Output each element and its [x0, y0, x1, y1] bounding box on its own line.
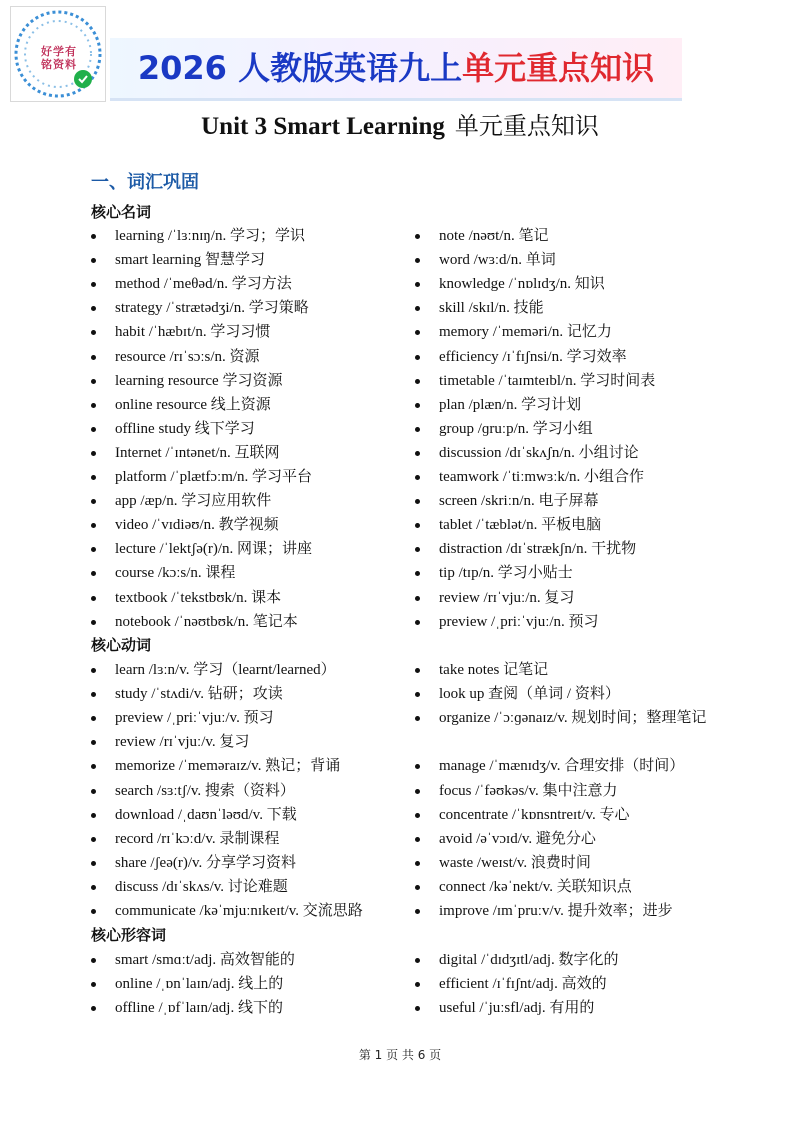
- item-text: useful /ˈjuːsfl/adj. 有用的: [439, 1000, 595, 1017]
- bullet-icon: [415, 958, 420, 963]
- bullet-icon: [415, 379, 420, 384]
- item-text: preview /ˌpriːˈvjuː/n. 预习: [439, 613, 599, 630]
- bullet-icon: [415, 451, 420, 456]
- bullet-icon: [415, 234, 420, 239]
- item-text: communicate /kəˈmjuːnɪkeɪt/v. 交流思路: [115, 903, 363, 919]
- bullet-icon: [415, 547, 420, 552]
- bullet-icon: [415, 330, 420, 335]
- item-text: method /ˈmeθəd/n. 学习方法: [115, 276, 292, 293]
- banner-part1: 2026 人教版: [137, 49, 335, 87]
- item-text: improve /ɪmˈpruːv/v. 提升效率；进步: [439, 903, 673, 919]
- bullet-icon: [91, 837, 96, 842]
- item-text: teamwork /ˈtiːmwɜːk/n. 小组合作: [439, 469, 645, 485]
- bullet-icon: [91, 258, 96, 263]
- item-text: platform /ˈplætfɔːm/n. 学习平台: [115, 469, 313, 485]
- document-title: [0, 108, 800, 145]
- item-text: concentrate /ˈkɒnsntreɪt/v. 专心: [439, 806, 630, 823]
- item-text: plan /plæn/n. 学习计划: [439, 396, 582, 413]
- item-text: avoid /əˈvɔɪd/v. 避免分心: [439, 830, 596, 847]
- item-text: learning /ˈlɜːnɪŋ/n. 学习；学识: [115, 228, 305, 244]
- item-text: online resource 线上资源: [115, 396, 271, 413]
- item-text: manage /ˈmænɪdʒ/v. 合理安排（时间）: [439, 758, 685, 775]
- item-text: learn /lɜːn/v. 学习（learnt/learned）: [115, 662, 336, 678]
- nouns-heading: 核心名词: [91, 203, 152, 221]
- bullet-icon: [91, 306, 96, 311]
- bullet-icon: [91, 764, 96, 769]
- bullet-icon: [415, 813, 420, 818]
- bullet-icon: [415, 764, 420, 769]
- item-text: take notes 记笔记: [439, 662, 549, 678]
- item-text: memory /ˈmeməri/n. 记忆力: [439, 324, 612, 341]
- bullet-icon: [91, 523, 96, 528]
- bullet-icon: [91, 499, 96, 504]
- bullet-icon: [415, 620, 420, 625]
- item-text: course /kɔːs/n. 课程: [115, 565, 236, 582]
- item-text: connect /kəˈnekt/v. 关联知识点: [439, 878, 632, 895]
- bullet-icon: [415, 355, 420, 360]
- bullet-icon: [91, 716, 96, 721]
- item-text: share /ʃeə(r)/v. 分享学习资料: [115, 854, 297, 871]
- item-text: distraction /dɪˈstrækʃn/n. 干扰物: [439, 541, 637, 558]
- logo-text: 好学有铭资料: [41, 45, 77, 71]
- item-text: offline study 线下学习: [115, 420, 255, 437]
- item-text: focus /ˈfəʊkəs/v. 集中注意力: [439, 782, 618, 799]
- verbs-heading: 核心动词: [91, 636, 152, 654]
- item-text: preview /ˌpriːˈvjuː/v. 预习: [115, 710, 274, 727]
- bullet-icon: [91, 982, 96, 987]
- item-text: digital /ˈdɪdʒɪtl/adj. 数字化的: [439, 952, 619, 968]
- bullet-icon: [415, 982, 420, 987]
- item-text: textbook /ˈtekstbʊk/n. 课本: [115, 589, 282, 606]
- item-text: screen /skriːn/n. 电子屏幕: [439, 493, 599, 510]
- item-text: notebook /ˈnəʊtbʊk/n. 笔记本: [115, 613, 298, 630]
- bullet-icon: [415, 885, 420, 890]
- banner-part2: 英语九上: [334, 49, 463, 87]
- bullet-icon: [415, 282, 420, 287]
- item-text: organize /ˈɔːɡənaɪz/v. 规划时间；整理笔记: [439, 710, 707, 727]
- bullet-icon: [91, 403, 96, 408]
- bullet-icon: [91, 547, 96, 552]
- item-text: video /ˈvɪdiəʊ/n. 教学视频: [115, 517, 279, 534]
- bullet-icon: [415, 909, 420, 914]
- logo: [10, 6, 106, 102]
- bullet-icon: [91, 596, 96, 601]
- item-text: Internet /ˈɪntənet/n. 互联网: [115, 444, 280, 461]
- bullet-icon: [415, 571, 420, 576]
- bullet-icon: [91, 740, 96, 745]
- item-text: app /æp/n. 学习应用软件: [115, 493, 272, 510]
- item-text: download /ˌdaʊnˈləʊd/v. 下载: [115, 806, 297, 823]
- item-text: tablet /ˈtæblət/n. 平板电脑: [439, 517, 602, 534]
- item-text: knowledge /ˈnɒlɪdʒ/n. 知识: [439, 276, 605, 293]
- item-text: habit /ˈhæbɪt/n. 学习习惯: [115, 324, 271, 341]
- item-text: strategy /ˈstrætədʒi/n. 学习策略: [115, 300, 309, 317]
- item-text: tip /tɪp/n. 学习小贴士: [439, 565, 573, 582]
- item-text: group /ɡruːp/n. 学习小组: [439, 420, 593, 437]
- item-text: memorize /ˈmeməraɪz/v. 熟记；背诵: [115, 758, 341, 775]
- item-text: discuss /dɪˈskʌs/v. 讨论难题: [115, 878, 288, 895]
- bullet-icon: [415, 427, 420, 432]
- bullet-icon: [91, 330, 96, 335]
- bullet-icon: [91, 355, 96, 360]
- item-text: word /wɜːd/n. 单词: [439, 252, 556, 269]
- bullet-icon: [91, 620, 96, 625]
- bullet-icon: [91, 885, 96, 890]
- bullet-icon: [415, 668, 420, 673]
- bullet-icon: [91, 571, 96, 576]
- item-text: review /rɪˈvjuː/n. 复习: [439, 589, 575, 606]
- item-text: efficient /ɪˈfɪʃnt/adj. 高效的: [439, 976, 607, 993]
- page-footer: 第 1 页 共 6 页: [358, 1048, 442, 1062]
- item-text: skill /skɪl/n. 技能: [439, 300, 544, 317]
- item-text: study /ˈstʌdi/v. 钻研；攻读: [115, 686, 283, 703]
- bullet-icon: [91, 282, 96, 287]
- item-text: smart learning 智慧学习: [115, 252, 265, 269]
- item-text: search /sɜːtʃ/v. 搜索（资料）: [115, 782, 295, 799]
- bullet-icon: [91, 1006, 96, 1011]
- bullet-icon: [91, 234, 96, 239]
- bullet-icon: [415, 596, 420, 601]
- bullet-icon: [91, 958, 96, 963]
- item-text: efficiency /ɪˈfɪʃnsi/n. 学习效率: [439, 348, 627, 365]
- section-heading: 一、词汇巩固: [91, 172, 199, 193]
- item-text: smart /smɑːt/adj. 高效智能的: [115, 952, 295, 968]
- bullet-icon: [91, 668, 96, 673]
- bullet-icon: [415, 306, 420, 311]
- bullet-icon: [415, 1006, 420, 1011]
- bullet-icon: [415, 475, 420, 480]
- item-text: learning resource 学习资源: [115, 372, 283, 389]
- bullet-icon: [415, 861, 420, 866]
- item-text: discussion /dɪˈskʌʃn/n. 小组讨论: [439, 444, 639, 461]
- bullet-icon: [415, 499, 420, 504]
- bullet-icon: [91, 789, 96, 794]
- bullet-icon: [415, 716, 420, 721]
- bullet-icon: [91, 692, 96, 697]
- item-text: record /rɪˈkɔːd/v. 录制课程: [115, 830, 280, 847]
- item-text: note /nəʊt/n. 笔记: [439, 228, 549, 244]
- item-text: lecture /ˈlektʃə(r)/n. 网课；讲座: [115, 541, 313, 558]
- item-text: timetable /ˈtaɪmteɪbl/n. 学习时间表: [439, 372, 656, 389]
- item-text: review /rɪˈvjuː/v. 复习: [115, 734, 250, 751]
- bullet-icon: [415, 692, 420, 697]
- bullet-icon: [415, 258, 420, 263]
- item-text: waste /weɪst/v. 浪费时间: [439, 854, 591, 871]
- item-text: offline /ˌɒfˈlaɪn/adj. 线下的: [115, 1000, 283, 1017]
- banner-divider: [110, 98, 682, 101]
- item-text: look up 查阅（单词 / 资料）: [439, 686, 620, 703]
- banner-title: [110, 44, 682, 92]
- bullet-icon: [91, 475, 96, 480]
- bullet-icon: [415, 403, 420, 408]
- bullet-icon: [415, 837, 420, 842]
- title-cn: 单元重点知识: [454, 112, 599, 140]
- item-text: online /ˌɒnˈlaɪn/adj. 线上的: [115, 976, 284, 993]
- bullet-icon: [91, 861, 96, 866]
- bullet-icon: [91, 427, 96, 432]
- bullet-icon: [91, 379, 96, 384]
- bullet-icon: [91, 451, 96, 456]
- bullet-icon: [91, 813, 96, 818]
- bullet-icon: [415, 523, 420, 528]
- banner-part3: 单元重点知识: [462, 49, 655, 87]
- bullet-icon: [415, 789, 420, 794]
- bullet-icon: [91, 909, 96, 914]
- adjectives-heading: 核心形容词: [91, 926, 167, 944]
- title-en: Unit 3 Smart Learning: [201, 113, 445, 140]
- item-text: resource /rɪˈsɔːs/n. 资源: [115, 348, 260, 365]
